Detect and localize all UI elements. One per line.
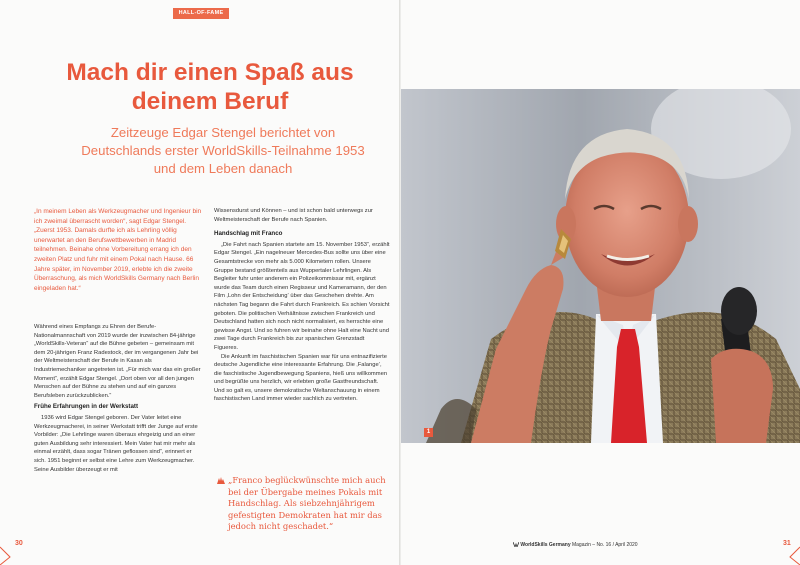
subheadline-line-2: Deutschlands erster WorldSkills-Teilnahme 1953 xyxy=(81,143,365,158)
photo-illustration xyxy=(401,89,800,443)
body-paragraph: Wissensdurst und Können – und ist schon bald unterwegs zur Weltmeisterschaft der Berufe nach Spanien. xyxy=(214,208,373,223)
headline-line-2: deinem Beruf xyxy=(131,88,289,115)
body-column-1 xyxy=(34,323,204,474)
lead-paragraph: „In meinem Leben als Werkzeugmacher und Ingenieur bin ich zweimal überrascht worden“, sagt Edgar Stengel. „Zuerst 1953. Damals durfte ich als Lehrling völlig unerwartet an den Berufswettbewerben in Madrid teilnehmen. Beinahe ohne Vorbereitung errang ich den zweiten Platz und fuhr mit einem Pokal nach Hause. 66 Jahre später, im November 2019, erlebte ich die zweite Überraschung, als mich WorldSkills Germany nach Berlin eingeladen hat.“ xyxy=(34,208,202,292)
portrait-photo xyxy=(401,89,800,443)
footer-brand: WorldSkills Germany xyxy=(520,542,571,548)
corner-ornament-right xyxy=(770,535,800,565)
photo-number-badge: 1 xyxy=(424,428,433,437)
quote-flame-icon xyxy=(216,477,226,485)
body-paragraph: Während eines Empfangs zu Ehren der Berufe-Nationalmannschaft von 2019 wurde der inzwischen 84-jährige „WorldSkills-Veteran“ auf die Bühne gebeten – gemeinsam mit dem 20-jährigen Franz Radestock, der im vergangenen Jahr bei der Weltmeisterschaft der Berufe in Kasan als Industriemechaniker angetreten ist. „Für mich war das ein großer Moment“, erzählt Edgar Stengel. „Dort oben vor all den jungen Menschen auf der Bühne zu stehen und auf ein ganzes Berufsleben zurückzublicken.“ xyxy=(34,324,201,399)
section-heading: Frühe Erfahrungen in der Werkstatt xyxy=(34,403,139,411)
page-number-left: 30 xyxy=(15,540,23,547)
footer-issue: Magazin – No. 16 / April 2020 xyxy=(571,542,638,548)
subheadline-line-1: Zeitzeuge Edgar Stengel berichtet von xyxy=(110,125,336,140)
body-column-2 xyxy=(214,207,390,404)
headline xyxy=(20,58,400,116)
body-paragraph: 1936 wird Edgar Stengel geboren. Der Vater leitet eine Werkzeugmacherei, in seiner Werkstatt trifft der Junge auf erste Vorbilder: „Die Lehrlinge waren überaus ehrgeizig und an einer guten Ausbildung sehr interessiert. Mein Vater hat mir mehr als einmal erzählt, dass sogar Tränen geflossen sind“, erinnert er sich. 1951 beginnt er selbst eine Lehre zum Werkzeugmacher. Seine Ausbilder überzeugt er mit xyxy=(34,414,198,473)
body-paragraph: „Die Fahrt nach Spanien startete am 15. November 1953“, erzählt Edgar Stengel. „Ein nagelneuer Mercedes-Bus sollte uns über eine Gesamtstrecke von mehr als 5.000 Kilometern rollen. Unsere Gruppe bestand größtenteils aus Wuppertaler Lehrlingen. Als Begleiter fuhr unter anderem ein Polizeikommissar mit, ergänzt wurde das Team durch einen Regisseur und Kameramann, der den Film ‚Lohn der Entscheidung‘ über das Geschehen drehte. Am nächsten Tag begann die Fahrt durch Frankreich. Es schien Vorsicht geboten. Die politischen Verhältnisse zwischen Frankreich und Deutschland hatten sich noch nicht normalisiert, es herrschte eine gewisse Angst. Und so fuhren wir beinahe ohne Halt eine Nacht und zwei Tage durch Frankreich bis zur spanischen Grenzstadt Figueres. xyxy=(214,241,390,351)
subheadline-line-3: und dem Leben danach xyxy=(153,161,293,176)
pull-quote-text: „Franco beglückwünschte mich auch bei der Übergabe meines Pokals mit Handschlag. Als siebzehnjährigem gefestigten Demokraten hat mir das jedoch nicht geschadet.“ xyxy=(228,475,386,531)
subheadline xyxy=(56,124,390,178)
section-heading: Handschlag mit Franco xyxy=(214,230,283,238)
headline-line-1: Mach dir einen Spaß aus xyxy=(66,59,354,86)
worldskills-logo-icon xyxy=(513,542,519,547)
section-tag: HALL-OF-FAME xyxy=(173,8,229,19)
page-number-right: 31 xyxy=(783,540,791,547)
pull-quote xyxy=(216,475,394,533)
body-paragraph: Die Ankunft im faschistischen Spanien war für uns entnazifizierte deutsche Jugendliche eine interessante Erfahrung. Die ‚Falange‘, die faschistische Jugendbewegung Spaniens, hieß uns willkommen und begrüßte uns herzlich, wir erlebten große Gastfreundschaft. Und so galt es, unsere demokratische Weltanschauung in einem faschistischen Land immer wieder sachlich zu vertreten. xyxy=(214,353,388,403)
page-footer xyxy=(513,542,638,548)
